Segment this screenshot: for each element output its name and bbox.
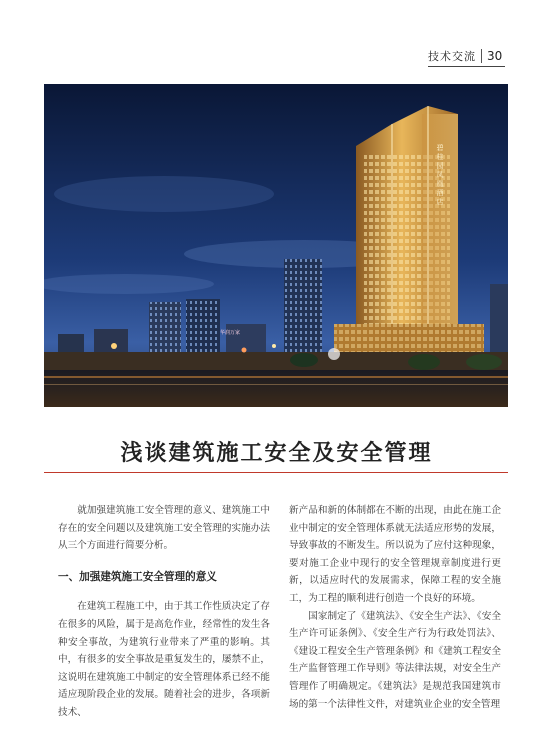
store-sign: 华润万家 xyxy=(220,330,241,336)
hero-photo xyxy=(44,84,508,407)
page-header xyxy=(428,46,502,66)
intro-paragraph: 就加强建筑施工安全管理的意义、建筑施工中存在的安全问题以及建筑施工安全管理的实施办法从三个方面进行简要分析。 xyxy=(58,505,270,552)
section-label: 技术交流 xyxy=(428,50,476,63)
section-heading: 一、加强建筑施工安全管理的意义 xyxy=(58,570,217,583)
header-rule xyxy=(428,66,505,67)
page-number: 30 xyxy=(487,49,503,63)
left-column xyxy=(58,502,270,722)
right-column xyxy=(289,502,501,713)
title-rule xyxy=(44,472,508,473)
body-paragraph-laws: 国家制定了《建筑法》、《安全生产法》、《安全生产许可证条例》、《安全生产行为行政处罚法》、《建设工程安全生产管理条例》和《建筑工程安全生产监督管理工作导则》等法律法规，对安全生产管理作了明确规定。《建筑法》是规范我国建筑市场的第一个法律性文件，对建筑业企业的安全管理 xyxy=(289,610,501,710)
hotel-sign: 碧桂园凤凰酒店 xyxy=(436,144,444,207)
header-separator xyxy=(481,49,482,63)
night-city-skyline-illustration xyxy=(44,84,508,407)
body-paragraph-continued: 新产品和新的体制都在不断的出现，由此在施工企业中制定的安全管理体系就无法适应形势的发展，导致事故的不断发生。所以说为了应付这种现象，要对施工企业中现行的安全管理规章制度进行更新，以适应时代的发展需求，保障工程的安全施工，为工程的顺利进行创造一个良好的环境。 xyxy=(289,505,501,604)
article-title: 浅谈建筑施工安全及安全管理 xyxy=(120,441,433,466)
body-paragraph: 在建筑工程施工中，由于其工作性质决定了存在很多的风险，属于是高危作业，经常性的发生各种安全事故，为建筑行业带来了严重的影响。其中，有很多的安全事故是重复发生的，屡禁不止，这说明在建筑施工中制定的安全管理体系已经不能适应现阶段企业的发展。随着社会的进步，各项新技术、 xyxy=(58,601,270,718)
